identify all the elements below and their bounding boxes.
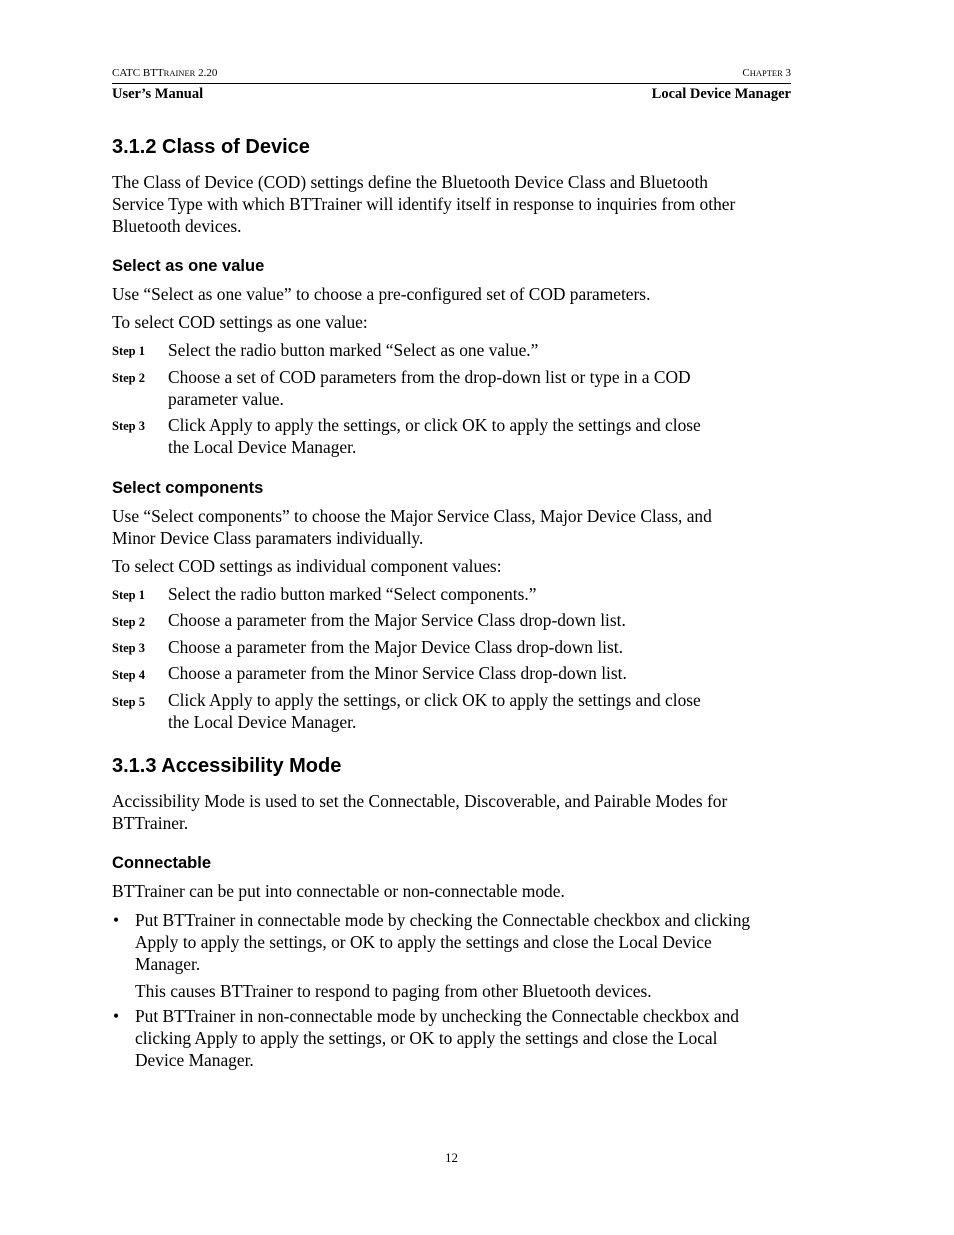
step-label: Step 5 (112, 695, 145, 709)
paragraph-line: Accissibility Mode is used to set the Connectable, Discoverable, and Pairable Modes for (112, 791, 728, 811)
header-rule (112, 83, 791, 84)
bullet-note: This causes BTTrainer to respond to paging from other Bluetooth devices. (135, 981, 652, 1001)
bullet-text: Put BTTrainer in connectable mode by checking the Connectable checkbox and clicking (135, 910, 751, 930)
step-text: Click Apply to apply the settings, or click OK to apply the settings and close (168, 690, 701, 710)
step-text: the Local Device Manager. (168, 712, 357, 732)
step-text: the Local Device Manager. (168, 437, 357, 457)
step-text: Choose a parameter from the Major Device Class drop-down list. (168, 637, 623, 657)
step-label: Step 2 (112, 371, 145, 385)
step-label: Step 1 (112, 344, 145, 358)
subheading-select-as-one-value: Select as one value (112, 257, 265, 275)
paragraph-line: To select COD settings as one value: (112, 312, 368, 332)
step-text: Select the radio button marked “Select as one value.” (168, 340, 539, 360)
step-text: Choose a parameter from the Major Service Class drop-down list. (168, 610, 626, 630)
bullet-text: Device Manager. (135, 1050, 254, 1070)
step-label: Step 1 (112, 588, 145, 602)
step-label: Step 2 (112, 615, 145, 629)
step-text: Choose a set of COD parameters from the drop-down list or type in a COD (168, 367, 691, 387)
paragraph-line: BTTrainer. (112, 813, 189, 833)
bullet-text: clicking Apply to apply the settings, or OK to apply the settings and close the Local (135, 1028, 718, 1048)
paragraph-line: The Class of Device (COD) settings define the Bluetooth Device Class and Bluetooth (112, 172, 708, 192)
step-label: Step 4 (112, 668, 145, 682)
step-text: Click Apply to apply the settings, or click OK to apply the settings and close (168, 415, 701, 435)
subheading-select-components: Select components (112, 479, 264, 497)
bullet-marker: • (113, 1006, 120, 1026)
bullet-text: Put BTTrainer in non-connectable mode by unchecking the Connectable checkbox and (135, 1006, 739, 1026)
running-header-product: CATC BTTRAINER 2.20 (112, 67, 218, 79)
paragraph-line: Use “Select as one value” to choose a pre-configured set of COD parameters. (112, 284, 651, 304)
bullet-text: Apply to apply the settings, or OK to apply the settings and close the Local Device (135, 932, 712, 952)
paragraph-line: To select COD settings as individual component values: (112, 556, 502, 576)
running-header-manual: User’s Manual (112, 86, 204, 102)
section-heading-class-of-device: 3.1.2 Class of Device (112, 136, 310, 158)
running-header-chapter: CHAPTER 3 (742, 67, 791, 79)
step-text: Choose a parameter from the Minor Service Class drop-down list. (168, 663, 627, 683)
paragraph-line: Minor Device Class paramaters individually. (112, 528, 424, 548)
subheading-connectable: Connectable (112, 854, 212, 872)
section-heading-accessibility-mode: 3.1.3 Accessibility Mode (112, 755, 342, 777)
bullet-text: Manager. (135, 954, 201, 974)
paragraph-line: BTTrainer can be put into connectable or non-connectable mode. (112, 881, 565, 901)
bullet-marker: • (113, 910, 120, 930)
step-text: Select the radio button marked “Select components.” (168, 584, 537, 604)
step-text: parameter value. (168, 389, 284, 409)
running-header-section: Local Device Manager (651, 86, 791, 102)
step-label: Step 3 (112, 641, 145, 655)
paragraph-line: Service Type with which BTTrainer will identify itself in response to inquiries from other (112, 194, 736, 214)
step-label: Step 3 (112, 419, 145, 433)
page-number: 12 (445, 1150, 458, 1165)
paragraph-line: Bluetooth devices. (112, 216, 242, 236)
paragraph-line: Use “Select components” to choose the Major Service Class, Major Device Class, and (112, 506, 712, 526)
